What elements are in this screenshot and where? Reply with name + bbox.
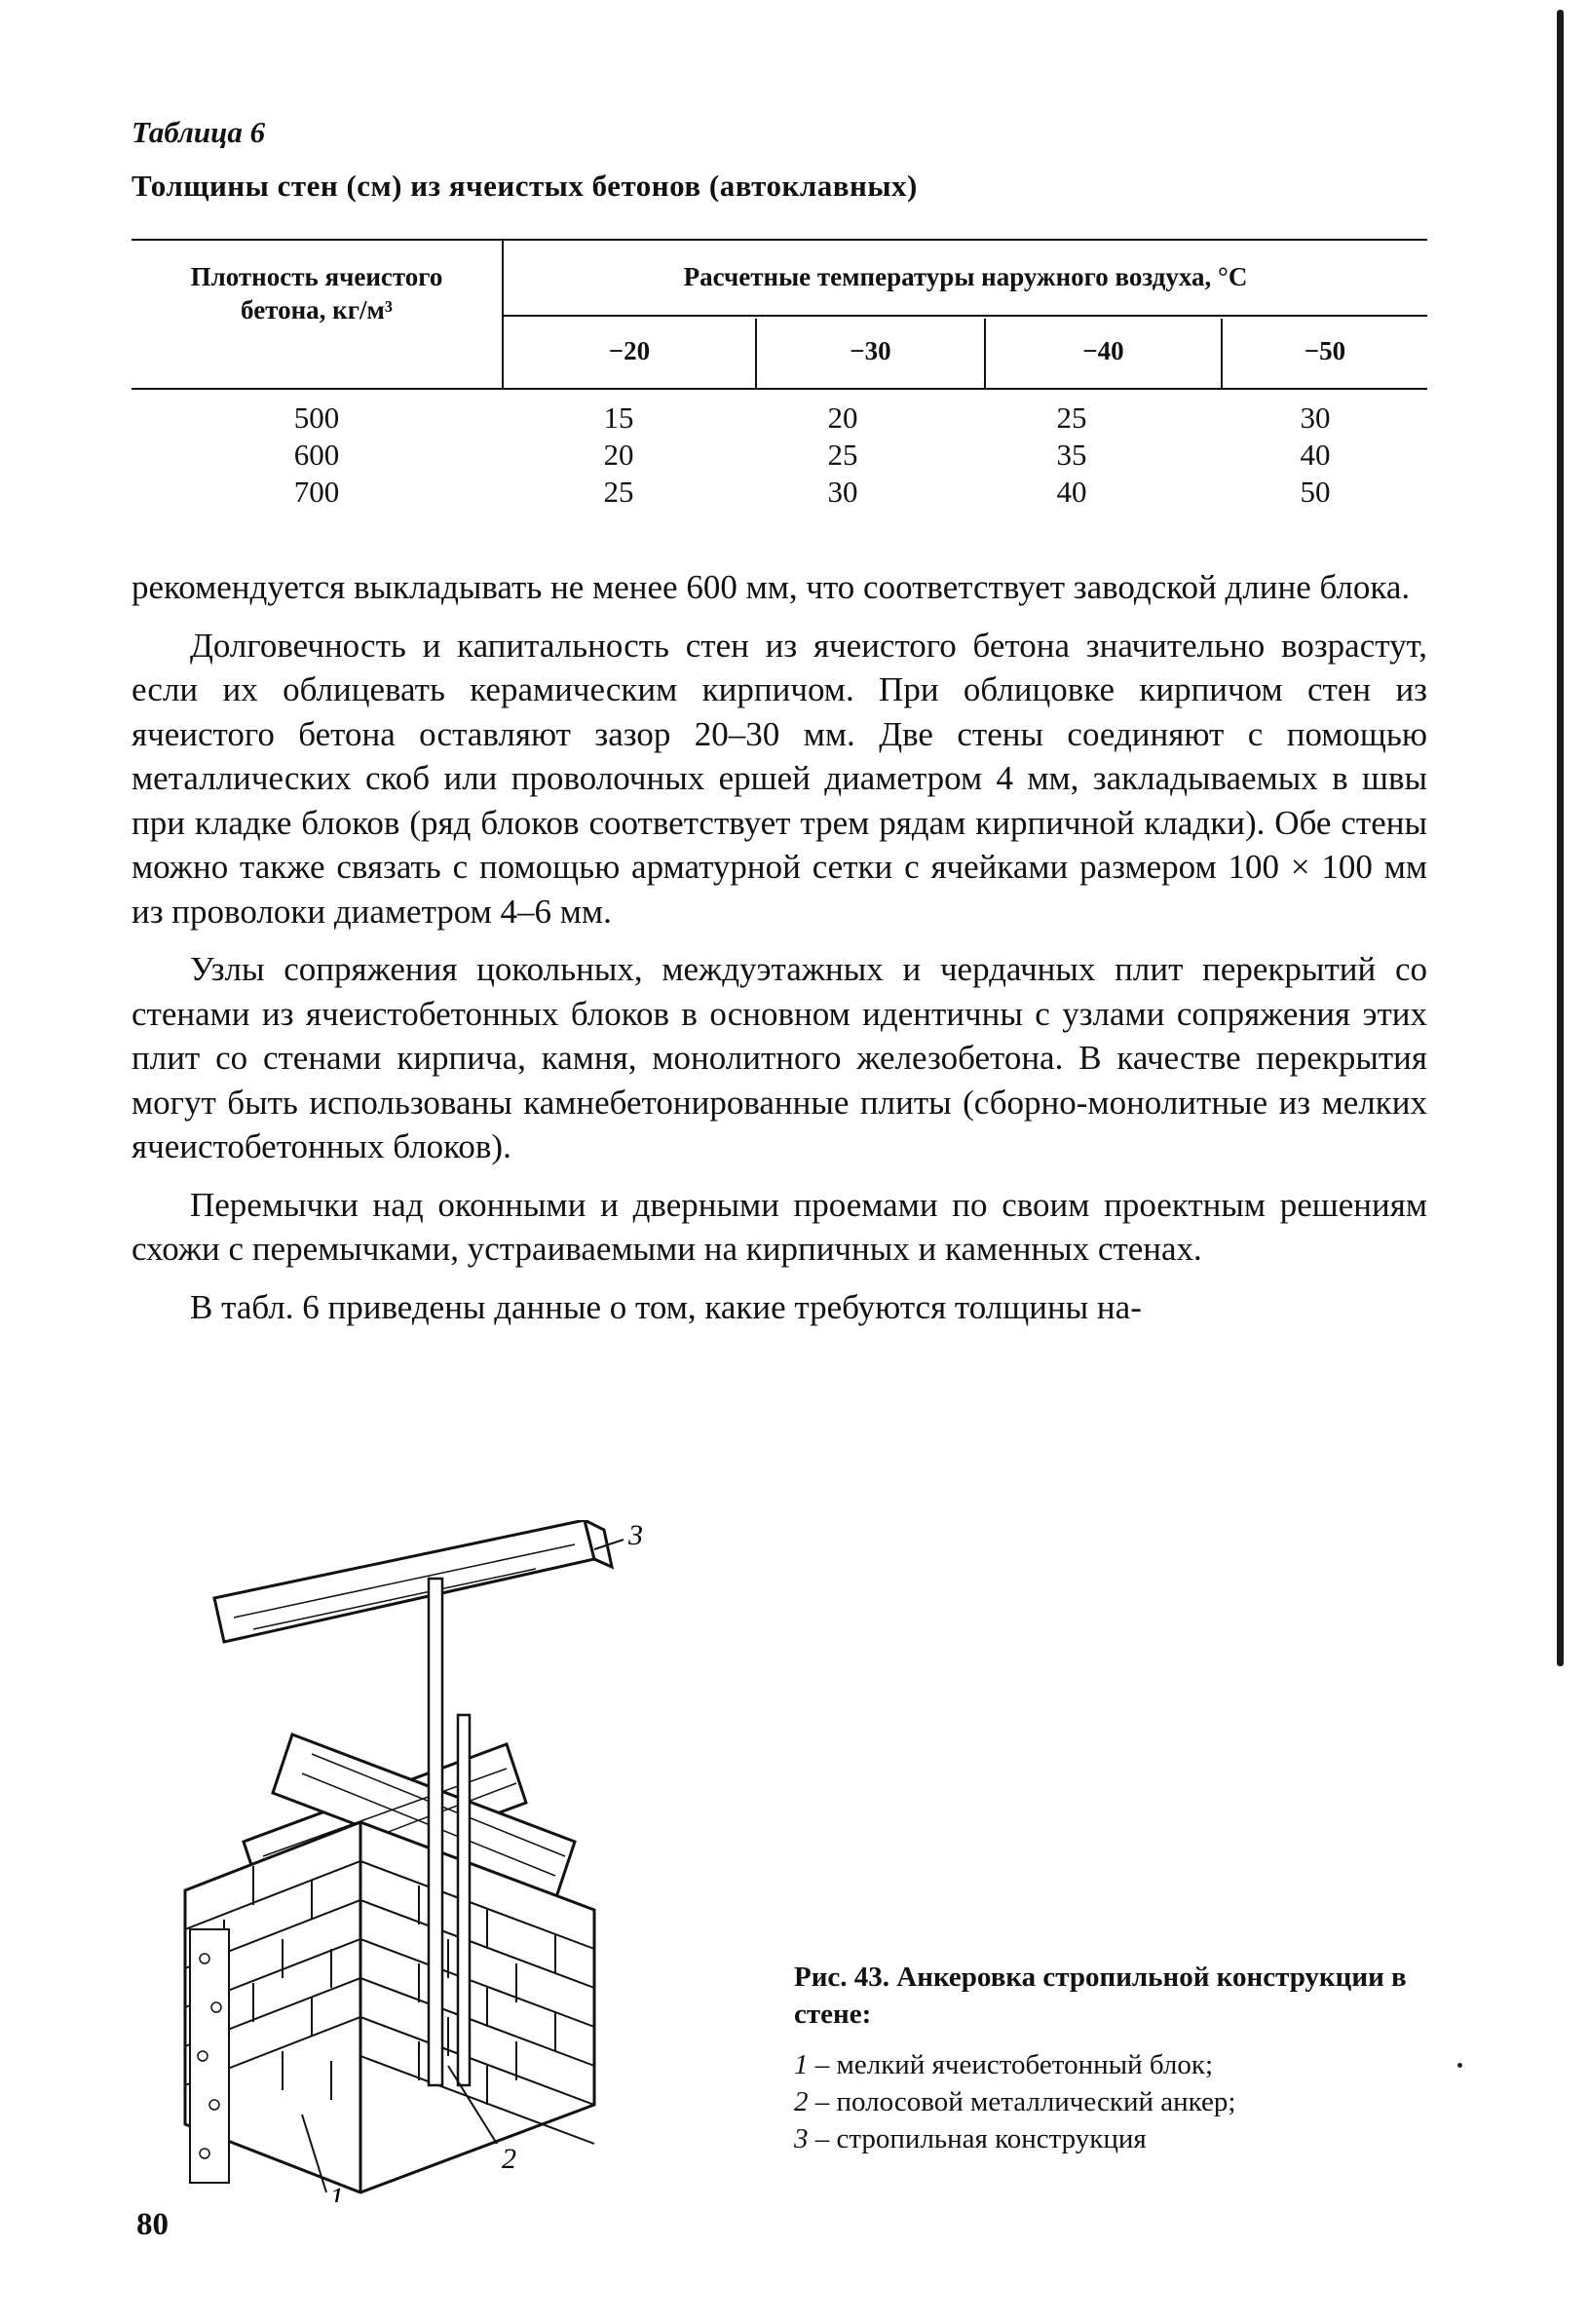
page-number: 80 bbox=[136, 2207, 169, 2242]
legend-item bbox=[794, 2120, 1427, 2157]
density-header bbox=[132, 260, 502, 326]
legend-number: 1 bbox=[794, 2049, 809, 2080]
legend-text: – стропильная конструкция bbox=[808, 2123, 1147, 2154]
table-cell: 15 bbox=[603, 400, 634, 435]
body-text bbox=[132, 565, 1427, 1343]
figure-anchoring-illustration bbox=[166, 1520, 711, 2202]
legend-number: 2 bbox=[794, 2086, 809, 2117]
density-header-line2: бетона, кг/м³ bbox=[241, 295, 393, 324]
legend-item bbox=[794, 2046, 1427, 2083]
figure-label-3: 3 bbox=[628, 1520, 643, 1551]
legend-text: – полосовой металлический анкер; bbox=[808, 2086, 1236, 2117]
table-cell: 25 bbox=[827, 438, 858, 472]
table-cell: 50 bbox=[1300, 475, 1331, 509]
table-header-rule bbox=[504, 315, 1427, 317]
table-cell: 40 bbox=[1300, 438, 1331, 472]
temp-header-2: −30 bbox=[850, 336, 891, 365]
page-edge-line bbox=[1557, 10, 1564, 1666]
table-cell: 25 bbox=[603, 475, 634, 509]
stray-dot bbox=[1457, 2063, 1462, 2068]
temps-header: Расчетные температуры наружного воздуха, °С bbox=[683, 262, 1248, 291]
density-header-line1: Плотность ячеистого bbox=[190, 262, 443, 291]
table-cell-density: 500 bbox=[293, 400, 340, 435]
anchor-strip bbox=[429, 1579, 442, 2085]
legend-number: 3 bbox=[794, 2123, 809, 2154]
table-cell: 25 bbox=[1056, 400, 1087, 435]
temp-header-1: −20 bbox=[608, 336, 651, 365]
temp-header-3: −40 bbox=[1082, 336, 1124, 365]
table-cell: 35 bbox=[1056, 438, 1087, 472]
table-caption: Таблица 6 bbox=[132, 115, 266, 149]
paragraph: В табл. 6 приведены данные о том, какие требуются толщины на- bbox=[190, 1287, 1142, 1326]
table-cell: 20 bbox=[827, 400, 858, 435]
table-cell-density: 600 bbox=[293, 438, 340, 472]
table-header-bottom-rule bbox=[132, 388, 1427, 390]
paragraph: Узлы сопряжения цокольных, междуэтажных и чердачных плит перекрытий со стенами из ячеистобетонных блоков в основном идентичны с узлами сопряжения этих плит со стенами кирпича, камня, монолитного железобетона. В качестве перекрытия могут быть использованы камнебетонированные плиты (сборно-монолитные из мелких ячеистобетонных блоков). bbox=[132, 950, 1427, 1165]
figure-caption bbox=[794, 1959, 1427, 2157]
anchor-strip bbox=[458, 1715, 470, 2085]
table-cell: 40 bbox=[1056, 475, 1087, 509]
table-top-rule bbox=[132, 239, 1427, 241]
paragraph: рекомендуется выкладывать не менее 600 мм, что соответствует заводской длине блока. bbox=[132, 568, 1411, 606]
table-cell: 30 bbox=[827, 475, 858, 509]
legend-text: – мелкий ячеистобетонный блок; bbox=[808, 2049, 1214, 2080]
paragraph: Перемычки над оконными и дверными проемами по своим проектным решениям схожи с перемычками, устраиваемыми на кирпичных и каменных стенах. bbox=[132, 1185, 1427, 1268]
figure-label-1: 1 bbox=[329, 2182, 344, 2202]
table-cell: 20 bbox=[603, 438, 634, 472]
table-cell: 30 bbox=[1300, 400, 1331, 435]
figure-caption-title: Рис. 43. Анкеровка стропильной конструкции в стене: bbox=[794, 1962, 1407, 2030]
paragraph: Долговечность и капитальность стен из ячеистого бетона значительно возрастут, если их облицевать керамическим кирпичом. При облицовке кирпичом стен из ячеистого бетона оставляют зазор 20–30 мм. Две стены соединяют с помощью металлических скоб или проволочных ершей диаметром 4 мм, закладываемых в швы при кладке блоков (ряд блоков соответствует трем рядам кирпичной кладки). Обе стены можно также связать с помощью арматурной сетки с ячейками размером 100 × 100 мм из проволоки диаметром 4–6 мм. bbox=[132, 626, 1427, 931]
figure-label-2: 2 bbox=[502, 2143, 516, 2175]
table-cell-density: 700 bbox=[293, 475, 340, 509]
legend-item bbox=[794, 2083, 1427, 2120]
temp-header-4: −50 bbox=[1304, 336, 1346, 365]
table-title: Толщины стен (см) из ячеистых бетонов (автоклавных) bbox=[132, 169, 918, 203]
